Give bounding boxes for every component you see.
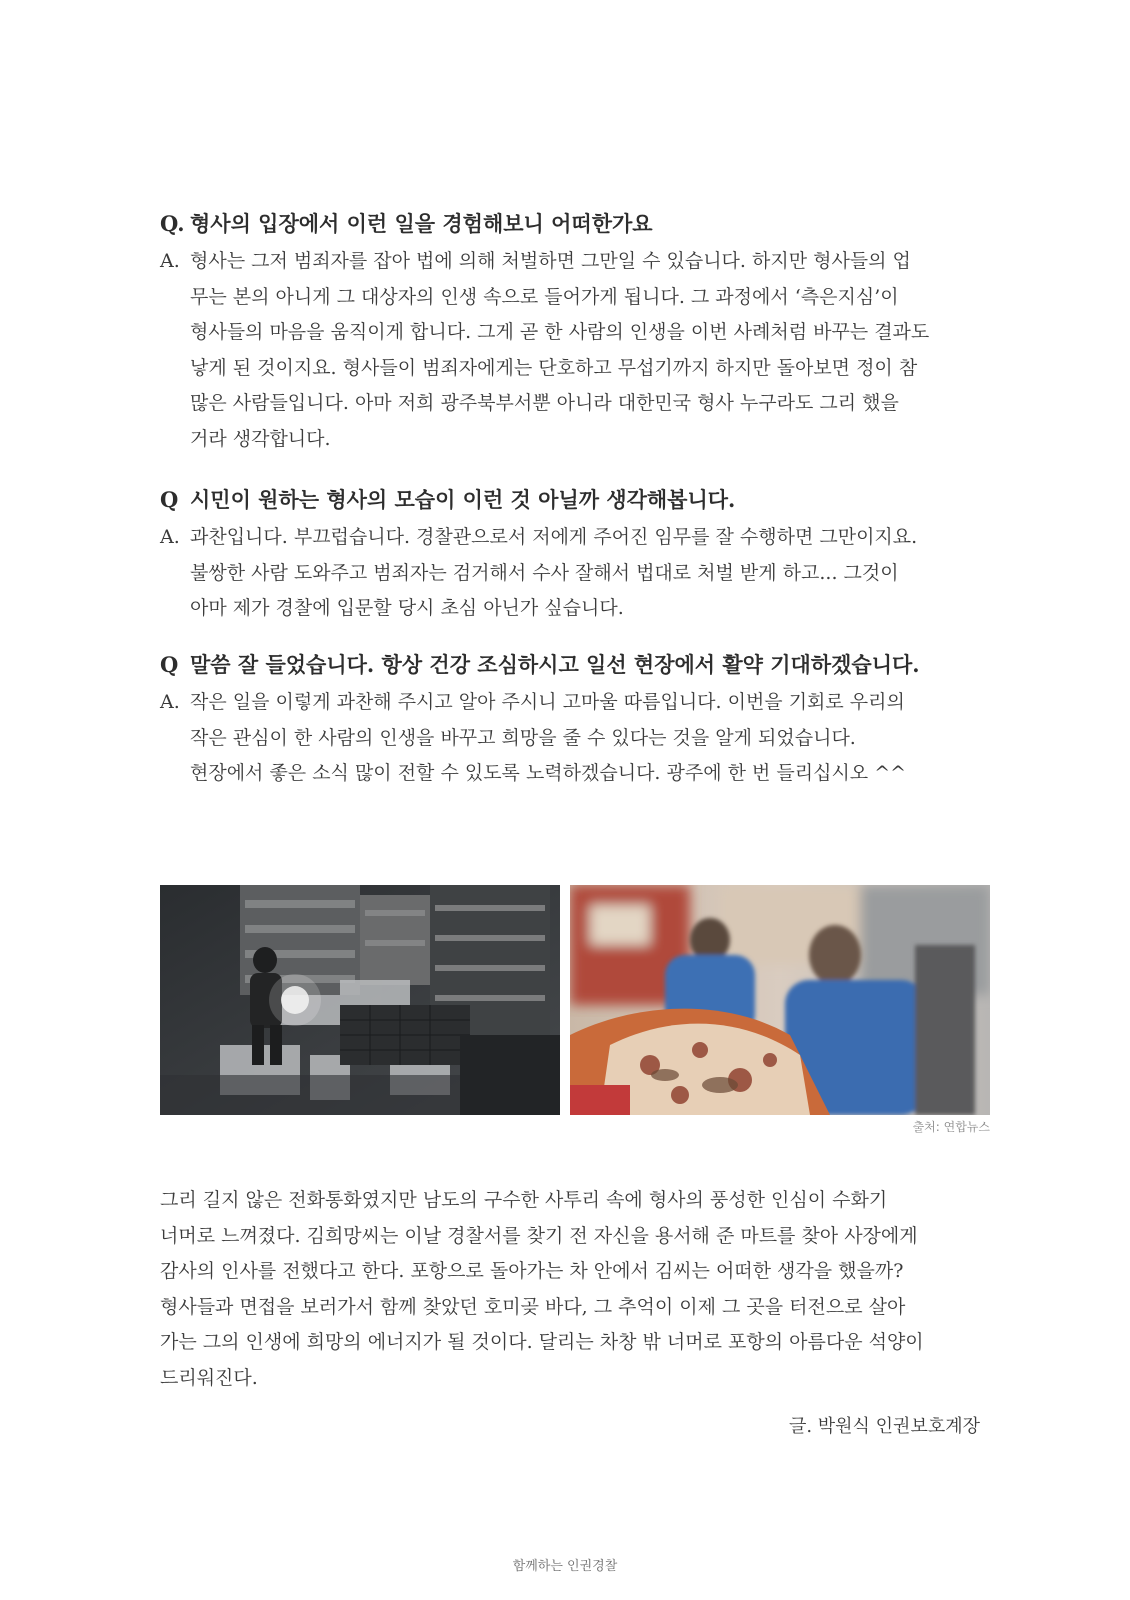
answer <box>160 520 990 627</box>
photo-row <box>160 885 990 1115</box>
answer-text <box>190 520 990 627</box>
story-line: 너머로 느껴졌다. 김희망씨는 이날 경찰서를 찾기 전 자신을 용서해 준 마트를 찾아 사장에게 <box>160 1224 918 1247</box>
author-signature: 글. 박원식 인권보호계장 <box>788 1416 980 1437</box>
answer-line: 무는 본의 아니게 그 대상자의 인생 속으로 들어가게 됩니다. 그 과정에서 ‘측은지심’이 <box>190 285 899 308</box>
story-line: 그리 길지 않은 전화통화였지만 남도의 구수한 사투리 속에 형사의 풍성한 인심이 수화기 <box>160 1189 888 1211</box>
answer-line: 과찬입니다. 부끄럽습니다. 경찰관으로서 저에게 주어진 임무를 잘 수행하면 그만이지요. <box>190 526 918 548</box>
answer <box>160 244 990 457</box>
story-paragraph <box>160 1183 1010 1396</box>
story-line: 감사의 인사를 전했다고 한다. 포항으로 돌아가는 차 안에서 김씨는 어떠한 생각을 했을까? <box>160 1260 904 1282</box>
answer <box>160 685 990 792</box>
police-blanket-photo <box>570 885 990 1115</box>
answer-line: 형사는 그저 범죄자를 잡아 법에 의해 처벌하면 그만일 수 있습니다. 하지만 형사들의 업 <box>190 250 911 272</box>
qa-item-2 <box>160 484 990 627</box>
page-footer: 함께하는 인권경찰 <box>512 1559 618 1574</box>
question <box>160 208 990 244</box>
answer-line: 많은 사람들입니다. 아마 저희 광주북부서뿐 아니라 대한민국 형사 누구라도 그리 했을 <box>190 392 899 414</box>
question-marker: Q <box>160 652 179 677</box>
qa-item-3 <box>160 649 990 792</box>
answer-text <box>190 244 990 457</box>
question <box>160 484 990 520</box>
question-text: 시민이 원하는 형사의 모습이 이런 것 아닐까 생각해봅니다. <box>190 487 736 512</box>
answer-text <box>190 685 990 792</box>
answer-marker: A. <box>160 250 180 272</box>
qa-item-1 <box>160 208 990 457</box>
question-marker: Q. <box>160 211 185 236</box>
answer-line: 작은 일을 이렇게 과찬해 주시고 알아 주시니 고마울 따름입니다. 이번을 기회로 우리의 <box>190 691 905 713</box>
photo-caption: 출처: 연합뉴스 <box>912 1120 990 1134</box>
question-text: 말씀 잘 들었습니다. 항상 건강 조심하시고 일선 현장에서 활약 기대하겠습니다. <box>190 652 920 677</box>
cctv-store-image <box>160 885 560 1115</box>
story-line: 형사들과 면접을 보러가서 함께 찾았던 호미곶 바다, 그 추억이 이제 그 곳을 터전으로 살아 <box>160 1295 906 1318</box>
cctv-store-photo <box>160 885 560 1115</box>
question <box>160 649 990 685</box>
answer-marker: A. <box>160 691 180 713</box>
answer-line: 불쌍한 사람 도와주고 범죄자는 검거해서 수사 잘해서 법대로 처벌 받게 하고... 그것이 <box>190 561 899 584</box>
story-line: 드리워진다. <box>160 1366 258 1389</box>
answer-line: 아마 제가 경찰에 입문할 당시 초심 아닌가 싶습니다. <box>190 597 624 619</box>
answer-marker: A. <box>160 526 180 548</box>
police-blanket-image <box>570 885 990 1115</box>
answer-line: 낳게 된 것이지요. 형사들이 범죄자에게는 단호하고 무섭기까지 하지만 돌아보면 정이 참 <box>190 356 918 379</box>
question-marker: Q <box>160 487 179 512</box>
answer-line: 작은 관심이 한 사람의 인생을 바꾸고 희망을 줄 수 있다는 것을 알게 되었습니다. <box>190 726 856 749</box>
answer-line: 현장에서 좋은 소식 많이 전할 수 있도록 노력하겠습니다. 광주에 한 번 들리십시오 ^^ <box>190 762 907 784</box>
answer-line: 형사들의 마음을 움직이게 합니다. 그게 곧 한 사람의 인생을 이번 사례처럼 바꾸는 결과도 <box>190 321 930 343</box>
question-text: 형사의 입장에서 이런 일을 경험해보니 어떠한가요 <box>190 211 653 236</box>
answer-line: 거라 생각합니다. <box>190 427 331 450</box>
story-line: 가는 그의 인생에 희망의 에너지가 될 것이다. 달리는 차창 밖 너머로 포항의 아름다운 석양이 <box>160 1331 924 1353</box>
